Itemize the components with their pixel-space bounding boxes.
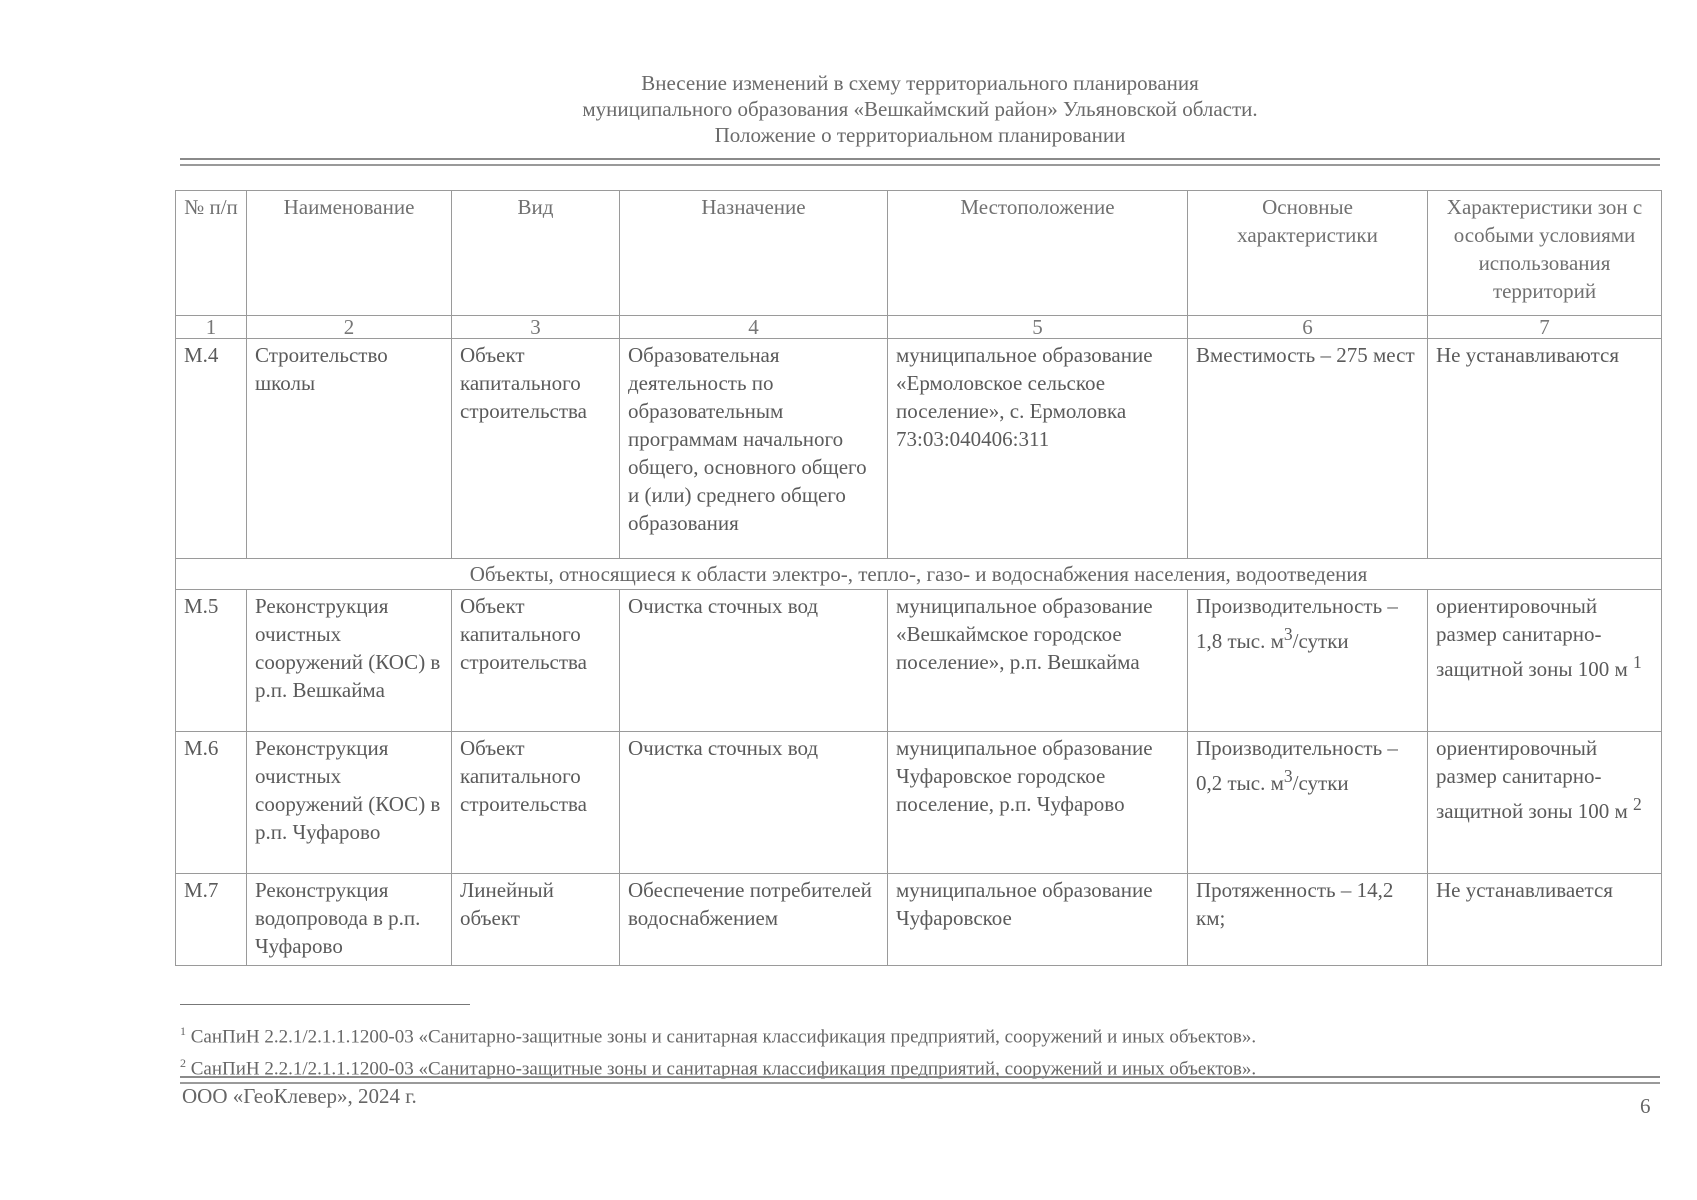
footnote-ref: 2 [1633, 794, 1642, 814]
row-characteristics: Протяженность – 14,2 км; [1188, 874, 1428, 966]
column-number: 5 [888, 316, 1188, 339]
column-number: 2 [247, 316, 452, 339]
column-number: 3 [452, 316, 620, 339]
col-header-characteristics: Основные характеристики [1188, 191, 1428, 316]
footnote-text: СанПиН 2.2.1/2.1.1.1200-03 «Санитарно-защитные зоны и санитарная классификация предприятий, сооружений и иных объектов». [190, 1026, 1257, 1048]
header-divider [180, 158, 1660, 166]
footnote-ref: 1 [1633, 652, 1642, 672]
row-kind: Линейный объект [452, 874, 620, 966]
column-number-row [176, 316, 1662, 339]
row-kind: Объект капитального строительства [452, 339, 620, 559]
row-purpose: Очистка сточных вод [620, 590, 888, 732]
section-row [176, 559, 1662, 590]
header-line-1: Внесение изменений в схему территориального планирования [641, 71, 1199, 95]
characteristics-tail: /сутки [1292, 771, 1349, 795]
superscript: 3 [1283, 766, 1293, 786]
column-number: 1 [176, 316, 247, 339]
table-row [176, 874, 1662, 966]
column-number: 6 [1188, 316, 1428, 339]
table-header-row [176, 191, 1662, 316]
header-line-3: Положение о территориальном планировании [714, 123, 1126, 147]
footnote-mark: 1 [180, 1024, 186, 1038]
zones-text: ориентировочный размер санитарно-защитной зоны 100 м [1436, 594, 1628, 681]
row-name: Реконструкция водопровода в р.п. Чуфарово [247, 874, 452, 966]
row-purpose: Очистка сточных вод [620, 732, 888, 874]
footer-divider [180, 1076, 1660, 1084]
col-header-location: Местоположение [888, 191, 1188, 316]
row-kind: Объект капитального строительства [452, 732, 620, 874]
row-location: муниципальное образование «Ермоловское сельское поселение», с. Ермоловка 73:03:040406:311 [888, 339, 1188, 559]
footnote-mark: 2 [180, 1056, 186, 1071]
row-number: М.5 [176, 590, 247, 732]
row-characteristics: Вместимость – 275 мест [1188, 339, 1428, 559]
row-name: Строительство школы [247, 339, 452, 559]
header-line-2: муниципального образования «Вешкаймский район» Ульяновской области. [582, 97, 1258, 121]
table-row [176, 339, 1662, 559]
characteristics-text: Производительность – 0,2 тыс. м [1196, 736, 1398, 795]
row-number: М.4 [176, 339, 247, 559]
footnote [180, 1018, 1660, 1050]
table-row [176, 590, 1662, 732]
footnotes [180, 1018, 1660, 1083]
row-location: муниципальное образование «Вешкаймское городское поселение», р.п. Вешкайма [888, 590, 1188, 732]
row-zones [1428, 590, 1662, 732]
page-number: 6 [1640, 1094, 1651, 1118]
zones-text: ориентировочный размер санитарно-защитной зоны 100 м [1436, 736, 1628, 823]
row-purpose: Обеспечение потребителей водоснабжением [620, 874, 888, 966]
superscript: 3 [1283, 624, 1293, 644]
col-header-purpose: Назначение [620, 191, 888, 316]
row-zones: Не устанавливаются [1428, 339, 1662, 559]
row-kind: Объект капитального строительства [452, 590, 620, 732]
column-number: 7 [1428, 316, 1662, 339]
row-location: муниципальное образование Чуфаровское городское поселение, р.п. Чуфарово [888, 732, 1188, 874]
table-row [176, 732, 1662, 874]
col-header-kind: Вид [452, 191, 620, 316]
row-purpose: Образовательная деятельность по образовательным программам начального общего, основного общего и (или) среднего общего образования [620, 339, 888, 559]
row-zones: Не устанавливается [1428, 874, 1662, 966]
characteristics-text: Производительность – 1,8 тыс. м [1196, 594, 1398, 653]
row-characteristics [1188, 732, 1428, 874]
col-header-number: № п/п [176, 191, 247, 316]
section-title: Объекты, относящиеся к области электро-, тепло-, газо- и водоснабжения населения, водоотведения [176, 559, 1662, 590]
row-zones [1428, 732, 1662, 874]
col-header-zones: Характеристики зон с особыми условиями использования территорий [1428, 191, 1662, 316]
column-number: 4 [620, 316, 888, 339]
objects-table [175, 190, 1662, 966]
row-name: Реконструкция очистных сооружений (КОС) в р.п. Вешкайма [247, 590, 452, 732]
row-characteristics [1188, 590, 1428, 732]
characteristics-tail: /сутки [1292, 629, 1349, 653]
row-number: М.7 [176, 874, 247, 966]
row-location: муниципальное образование Чуфаровское [888, 874, 1188, 966]
row-name: Реконструкция очистных сооружений (КОС) в р.п. Чуфарово [247, 732, 452, 874]
footnote-separator [180, 1004, 470, 1005]
col-header-name: Наименование [247, 191, 452, 316]
document-header [180, 70, 1660, 148]
company-name: ООО «ГеоКлевер», 2024 г. [182, 1084, 417, 1108]
row-number: М.6 [176, 732, 247, 874]
footnote-text: СанПиН 2.2.1/2.1.1.1200-03 «Санитарно-защитные зоны и санитарная классификация предприятий, сооружений и иных объектов». [190, 1058, 1257, 1080]
